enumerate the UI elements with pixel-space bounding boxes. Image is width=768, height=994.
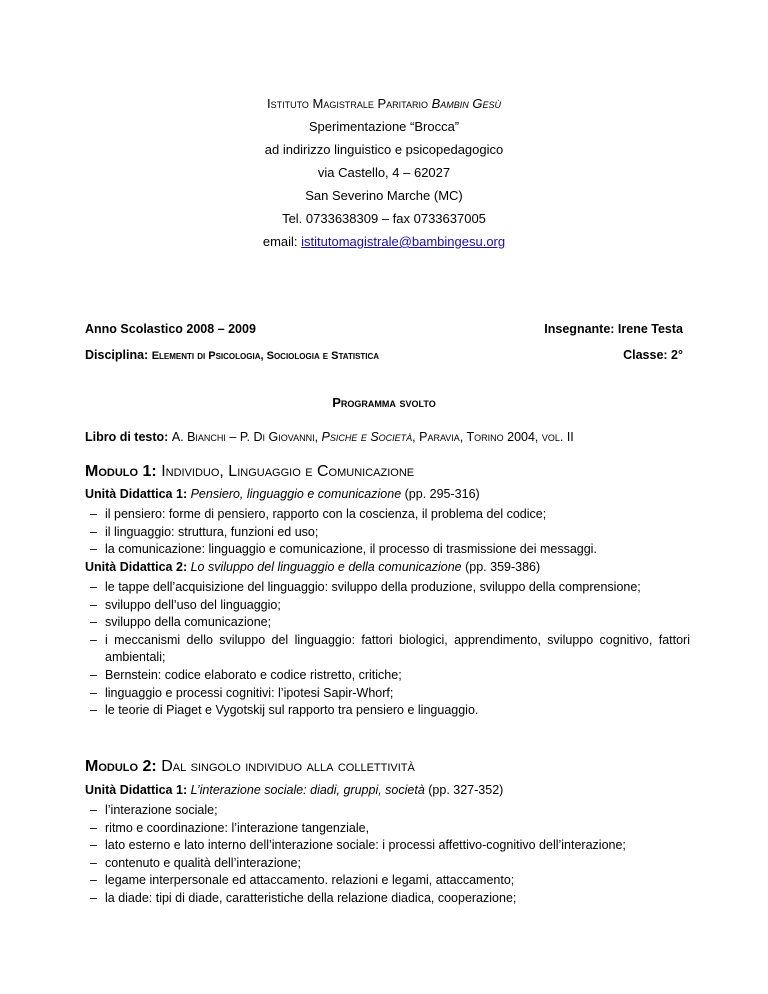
list-item: – le tappe dell’acquisizione del linguaggio: sviluppo della produzione, sviluppo della comprensione;	[90, 579, 690, 597]
unit-heading: Unità Didattica 1: L’interazione sociale: diadi, gruppi, società (pp. 327-352)	[85, 783, 504, 797]
module-2-heading	[85, 758, 705, 776]
unit-heading: Unità Didattica 2: Lo sviluppo del linguaggio e della comunicazione (pp. 359-386)	[85, 560, 541, 574]
list-item: – ritmo e coordinazione: l’interazione tangenziale,	[90, 820, 690, 838]
class: Classe: 2°	[623, 348, 683, 362]
list-item: – contenuto e qualità dell’interazione;	[90, 855, 690, 873]
school-name-b: Bambin Gesù	[431, 96, 502, 111]
module-1-heading	[85, 463, 705, 481]
school-name-a: Istituto Magistrale Paritario	[266, 96, 428, 111]
header-line-3: via Castello, 4 – 62027	[317, 165, 451, 180]
email-label: email:	[262, 234, 302, 249]
module-label: Modulo 2:	[85, 758, 157, 775]
textbook-line	[85, 430, 705, 444]
unit-items	[90, 579, 690, 720]
module-label: Modulo 1:	[85, 463, 157, 480]
list-item: – sviluppo della comunicazione;	[90, 614, 690, 632]
list-item: – legame interpersonale ed attaccamento. relazioni e legami, attaccamento;	[90, 872, 690, 890]
unit-items	[90, 506, 690, 559]
textbook-authors: A. Bianchi – P. Di Giovanni,	[171, 430, 319, 444]
discipline-label: Disciplina:	[85, 348, 149, 362]
unit-label: Unità Didattica 1	[85, 783, 183, 797]
email-link[interactable]: istitutomagistrale@bambingesu.org	[301, 234, 506, 249]
unit-title: Lo sviluppo del linguaggio e della comunicazione	[190, 560, 462, 574]
list-item: – sviluppo dell’uso del linguaggio;	[90, 597, 690, 615]
school-year: Anno Scolastico 2008 – 2009	[85, 322, 256, 336]
list-item: – i meccanismi dello sviluppo del linguaggio: fattori biologici, apprendimento, sviluppo cognitivo, fattori ambientali;	[90, 632, 690, 667]
header-line-4: San Severino Marche (MC)	[305, 188, 463, 203]
unit-title: Pensiero, linguaggio e comunicazione	[190, 487, 402, 501]
info-row-1	[85, 322, 683, 336]
unit-items	[90, 802, 690, 908]
textbook-label: Libro di testo:	[85, 430, 169, 444]
teacher: Insegnante: Irene Testa	[544, 322, 683, 336]
textbook-publisher: , Paravia, Torino 2004, vol. II	[412, 430, 574, 444]
unit-label: Unità Didattica 2	[85, 560, 183, 574]
list-item: – il linguaggio: struttura, funzioni ed uso;	[90, 524, 690, 542]
school-header	[0, 92, 768, 253]
unit-label: Unità Didattica 1	[85, 487, 183, 501]
module-title: Individuo, Linguaggio e Comunicazione	[161, 463, 415, 480]
unit-pages: (pp. 327-352)	[428, 783, 504, 797]
unit-title: L’interazione sociale: diadi, gruppi, società	[190, 783, 425, 797]
header-line-5: Tel. 0733638309 – fax 0733637005	[282, 211, 486, 226]
module-title: Dal singolo individuo alla collettività	[161, 758, 415, 775]
list-item: – la diade: tipi di diade, caratteristiche della relazione diadica, cooperazione;	[90, 890, 690, 908]
list-item: – linguaggio e processi cognitivi: l’ipotesi Sapir-Whorf;	[90, 685, 690, 703]
list-item: – Bernstein: codice elaborato e codice ristretto, critiche;	[90, 667, 690, 685]
unit-pages: (pp. 295-316)	[404, 487, 480, 501]
school-name	[0, 92, 768, 115]
unit-heading: Unità Didattica 1: Pensiero, linguaggio e comunicazione (pp. 295-316)	[85, 487, 480, 501]
discipline: Elementi di Psicologia, Sociologia e Statistica	[151, 350, 380, 362]
email-line	[0, 230, 768, 253]
page-title: Programma svolto	[332, 395, 436, 410]
list-item: – l’interazione sociale;	[90, 802, 690, 820]
unit-pages: (pp. 359-386)	[465, 560, 541, 574]
list-item: – la comunicazione: linguaggio e comunicazione, il processo di trasmissione dei messaggi.	[90, 541, 690, 559]
textbook-title: Psiche e Società	[321, 430, 413, 444]
list-item: – le teorie di Piaget e Vygotskij sul rapporto tra pensiero e linguaggio.	[90, 702, 690, 720]
list-item: – il pensiero: forme di pensiero, rapporto con la coscienza, il problema del codice;	[90, 506, 690, 524]
header-line-2: ad indirizzo linguistico e psicopedagogico	[264, 142, 504, 157]
list-item: – lato esterno e lato interno dell’interazione sociale: i processi affettivo-cognitivo dell’interazione;	[90, 837, 690, 855]
header-line-1: Sperimentazione “Brocca”	[308, 119, 460, 134]
info-row-2	[85, 348, 683, 362]
